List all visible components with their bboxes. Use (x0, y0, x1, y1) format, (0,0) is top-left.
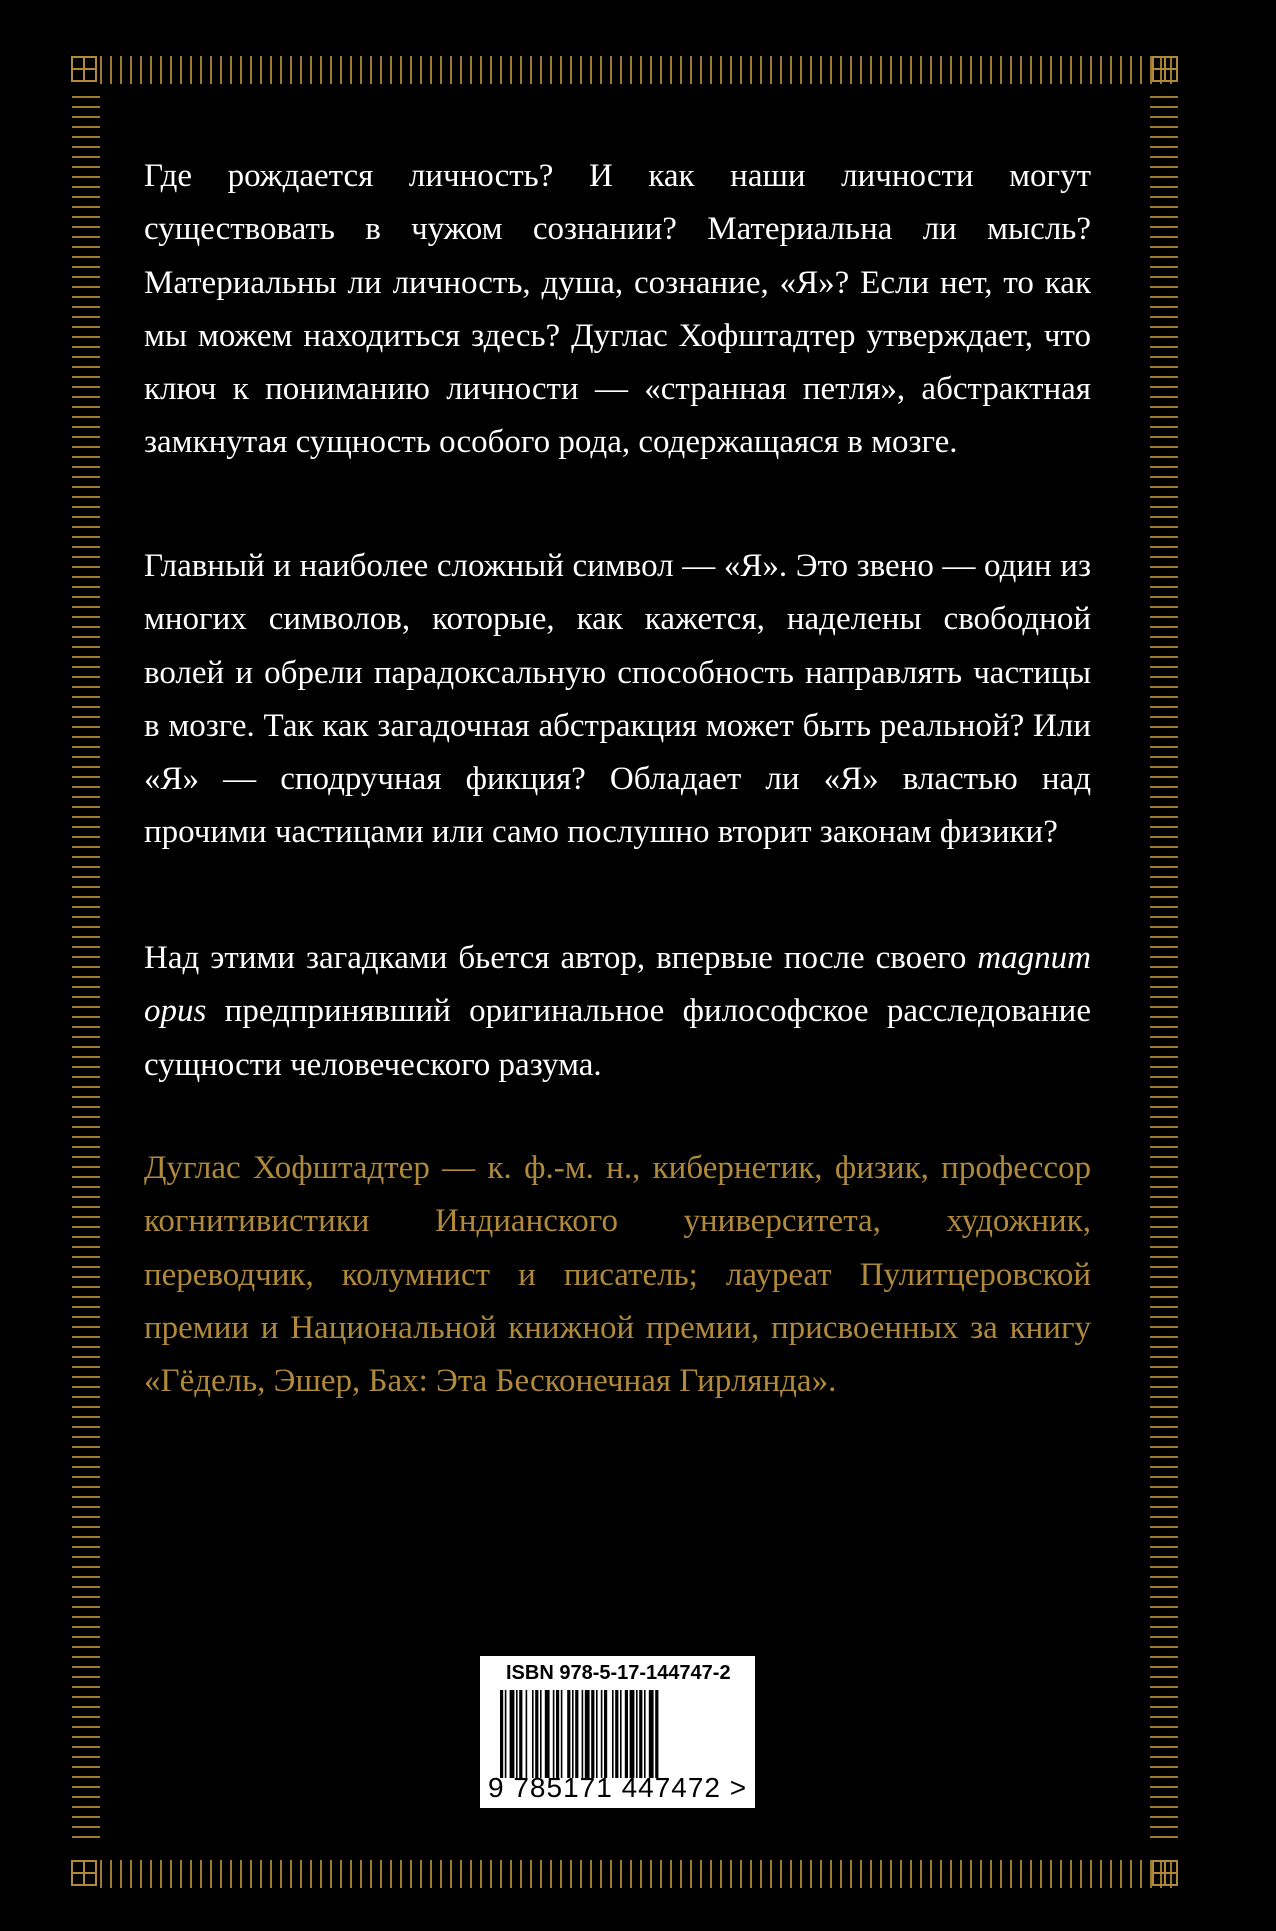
corner-ornament-icon (71, 56, 97, 82)
magnum-opus-italic: magnum opus (144, 940, 1092, 1030)
author-bio: Дуглас Хофштадтер — к. ф.-м. н., кибернетик, физик, профессор когнитивистики Индианского университета, художник, переводчик, колумнист и писатель; лауреат Пулитцеровской премии и Национальной книжной премии, присвоенных за книгу «Гёдель, Эшер, Бах: Эта Бесконечная Гирлянда». (144, 1150, 1091, 1400)
barcode-bars-icon (500, 1690, 725, 1778)
isbn-label: ISBN 978-5-17-144747-2 (506, 1662, 731, 1684)
frame-border-left (72, 96, 100, 1846)
barcode-block (480, 1656, 755, 1808)
description-paragraph-2: Главный и наиболее сложный символ — «Я». Это звено — один из многих символов, которые, как кажется, наделены свободной волей и обрели парадоксальную способность направлять частицы в мозге. Так как загадочная абстракция может быть реальной? Или «Я» — сподручная фикция? Обладает ли «Я» властью над прочими частицами или само послушно вторит законам физики? (144, 548, 1091, 851)
frame-border-bottom (100, 1860, 1176, 1888)
description-paragraph-1: Где рождается личность? И как наши личности могут существовать в чужом сознании? Материальна ли мысль? Материальны ли личность, душа, сознание, «Я»? Если нет, то как мы можем находиться здесь? Дуглас Хофштадтер утверждает, что ключ к пониманию личности — «странная петля», абстрактная замкнутая сущность особого рода, содержащаяся в мозге. (144, 158, 1091, 461)
corner-ornament-icon (1152, 1860, 1178, 1886)
corner-ornament-icon (1152, 56, 1178, 82)
paragraph-3-start: Над этими загадками бьется автор, впервые после своего (144, 940, 967, 976)
frame-border-right (1150, 96, 1178, 1846)
barcode-digits: 9 785171 447472 > (488, 1772, 748, 1803)
frame-border-top (100, 56, 1176, 84)
description-paragraph-3 (144, 932, 1091, 1092)
corner-ornament-icon (71, 1860, 97, 1886)
paragraph-3-end: предпринявший оригинальное философское расследование сущности человеческого разума. (144, 993, 1091, 1083)
